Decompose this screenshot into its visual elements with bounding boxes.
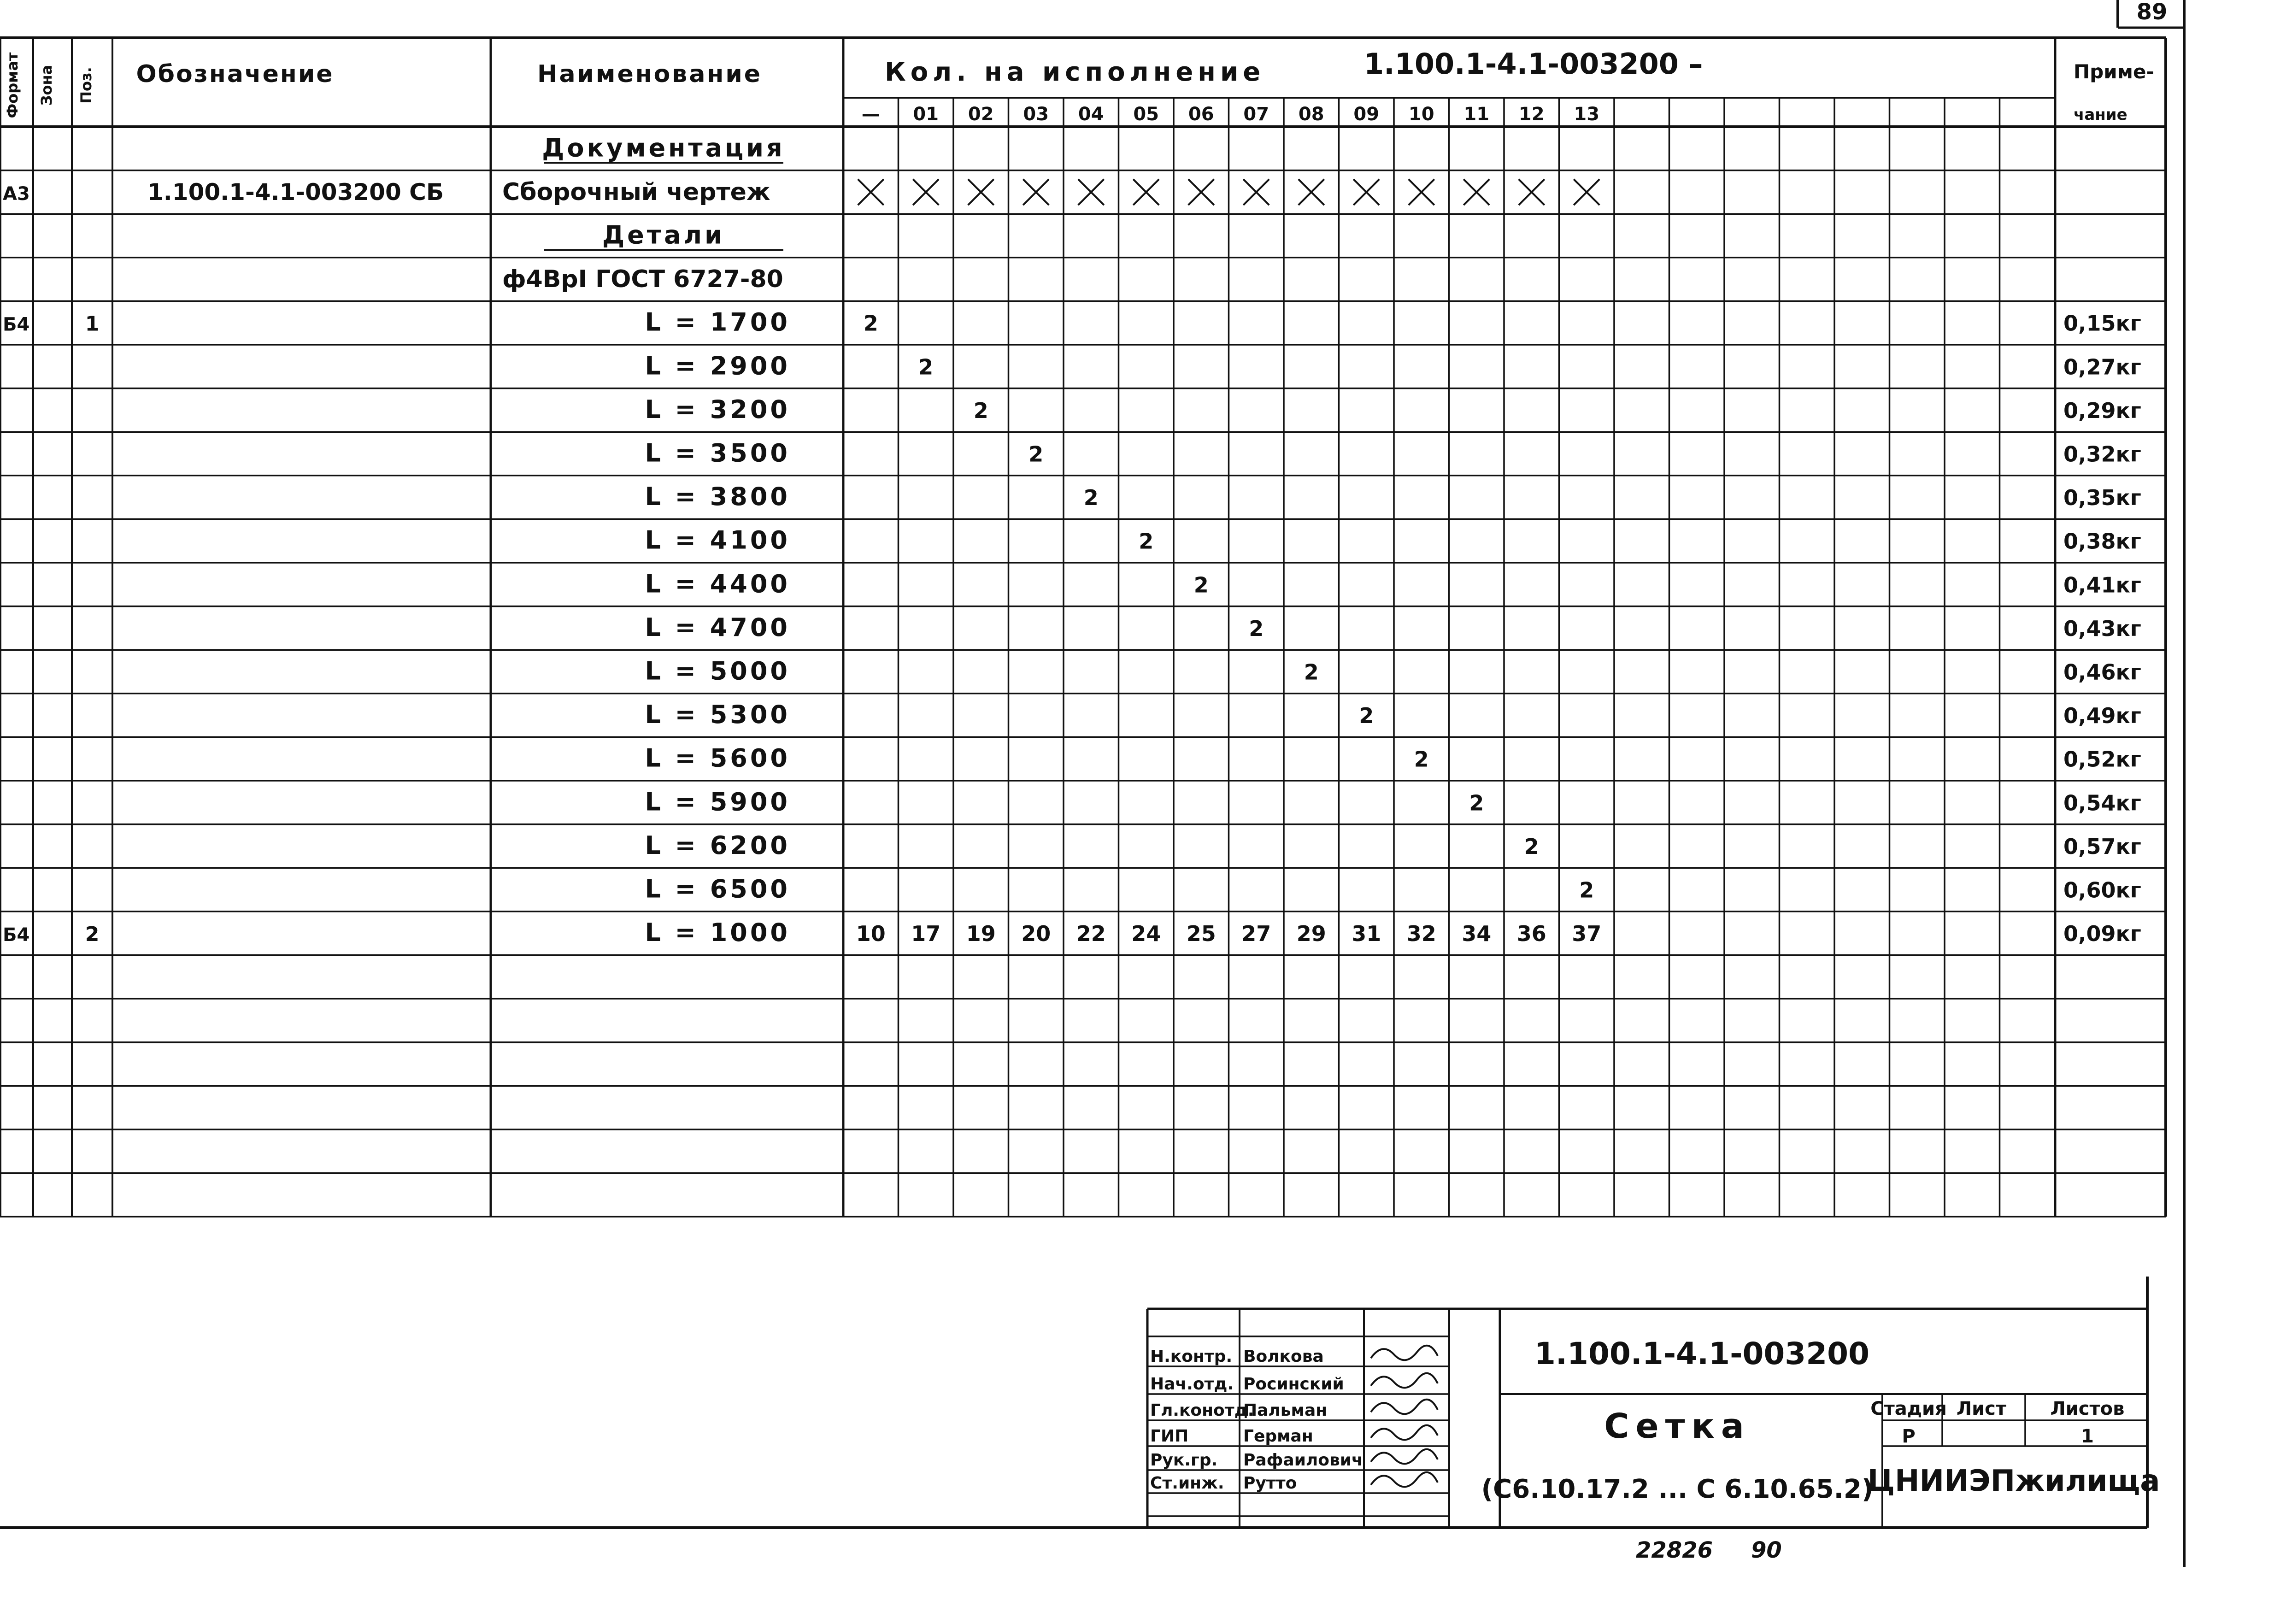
row-name: L = 5300 xyxy=(645,700,790,730)
row-note: 0,54кг xyxy=(2063,790,2141,816)
spec-row xyxy=(502,265,783,293)
cross-mark xyxy=(1519,179,1545,205)
row-name: L = 6500 xyxy=(645,874,790,904)
row-qty-0: 2 xyxy=(863,311,878,336)
footer-page: 90 xyxy=(1751,1537,1782,1563)
row-note: 0,32кг xyxy=(2063,441,2141,467)
spec-row xyxy=(3,308,2141,337)
row-qty-5: 24 xyxy=(1131,921,1161,947)
row-qty-11: 34 xyxy=(1462,921,1492,947)
row-name: ф4ВрI ГОСТ 6727-80 xyxy=(502,265,783,294)
row-format: Б4 xyxy=(3,924,30,946)
header-doc-code: 1.100.1-4.1-003200 – xyxy=(1364,47,1703,81)
variant-header-12: 12 xyxy=(1518,104,1545,125)
spec-row xyxy=(645,657,2141,686)
cross-mark xyxy=(858,179,884,205)
row-qty-7: 27 xyxy=(1241,921,1271,947)
variant-header-10: 10 xyxy=(1408,104,1434,125)
signature-name: Волкова xyxy=(1243,1347,1324,1366)
header-pos: Поз. xyxy=(77,67,95,104)
cross-mark xyxy=(968,179,994,205)
row-qty-4: 2 xyxy=(1083,485,1099,511)
signature-scribble xyxy=(1371,1373,1438,1388)
stage-label: Стадия xyxy=(1870,1398,1947,1419)
variant-header-13: 13 xyxy=(1574,104,1600,125)
cross-mark xyxy=(913,179,939,205)
row-qty-1: 17 xyxy=(911,921,941,947)
title-block-title: Сетка xyxy=(1604,1406,1751,1446)
row-name: L = 5900 xyxy=(645,787,790,817)
signature-scribble xyxy=(1371,1400,1438,1414)
signature-role: Н.контр. xyxy=(1150,1347,1233,1366)
row-qty-13: 2 xyxy=(1579,877,1594,903)
spec-row xyxy=(544,221,783,250)
page-number: 89 xyxy=(2136,0,2168,25)
row-name: L = 4700 xyxy=(645,612,790,642)
cross-mark xyxy=(1463,179,1489,205)
header-zone: Зона xyxy=(38,65,55,106)
row-qty-12: 36 xyxy=(1516,921,1546,947)
row-qty-10: 32 xyxy=(1406,921,1436,947)
variant-header-7: 07 xyxy=(1243,104,1269,125)
row-note: 0,27кг xyxy=(2063,354,2141,380)
stage-value: Р xyxy=(1902,1426,1916,1447)
row-qty-4: 22 xyxy=(1076,921,1106,947)
signature-name: Пальман xyxy=(1243,1401,1328,1420)
row-qty-2: 19 xyxy=(966,921,996,947)
signature-scribble xyxy=(1371,1449,1438,1464)
row-qty-1: 2 xyxy=(918,354,934,380)
row-position: 2 xyxy=(85,923,100,947)
row-name: L = 3200 xyxy=(645,394,790,424)
spec-row xyxy=(645,787,2141,816)
row-qty-10: 2 xyxy=(1414,747,1429,772)
signature-role: Гл.конотд. xyxy=(1150,1401,1254,1420)
spec-row xyxy=(645,439,2141,468)
signature-role: Нач.отд. xyxy=(1150,1375,1234,1394)
row-name: L = 1000 xyxy=(645,918,790,947)
variant-header-4: 04 xyxy=(1078,104,1104,125)
variant-header-9: 09 xyxy=(1353,104,1380,125)
sheet-label: Лист xyxy=(1956,1398,2007,1419)
row-qty-2: 2 xyxy=(973,398,988,423)
row-qty-6: 25 xyxy=(1186,921,1216,947)
footer-archive-number: 22826 xyxy=(1636,1537,1713,1563)
row-name: L = 5600 xyxy=(645,743,790,773)
title-block-subtitle: (С6.10.17.2 ... С 6.10.65.2) xyxy=(1481,1474,1874,1504)
spec-row xyxy=(645,482,2141,511)
signature-role: ГИП xyxy=(1150,1427,1189,1446)
row-name: L = 5000 xyxy=(645,656,790,686)
row-format: Б4 xyxy=(3,314,30,335)
spec-row xyxy=(645,831,2141,860)
spec-row xyxy=(645,351,2141,380)
variant-headers xyxy=(862,104,1599,125)
row-note: 0,41кг xyxy=(2063,572,2141,598)
spec-table-grid xyxy=(0,38,2166,1217)
sheets-value: 1 xyxy=(2081,1426,2094,1447)
row-name: L = 3500 xyxy=(645,438,790,468)
variant-header-0: — xyxy=(861,104,880,125)
variant-header-8: 08 xyxy=(1298,104,1324,125)
row-qty-6: 2 xyxy=(1193,572,1209,598)
row-name: L = 2900 xyxy=(645,351,790,381)
signature-name: Рутто xyxy=(1243,1474,1297,1493)
cross-mark xyxy=(1243,179,1269,205)
row-qty-8: 2 xyxy=(1304,659,1319,685)
spec-row xyxy=(645,395,2141,424)
cross-mark xyxy=(1133,179,1159,205)
row-note: 0,09кг xyxy=(2063,921,2141,947)
row-qty-9: 31 xyxy=(1352,921,1381,947)
row-note: 0,38кг xyxy=(2063,529,2141,554)
signature-name: Герман xyxy=(1243,1427,1313,1446)
variant-header-6: 06 xyxy=(1188,104,1214,125)
row-qty-7: 2 xyxy=(1249,616,1264,641)
signature-role: Рук.гр. xyxy=(1150,1451,1218,1470)
header-name: Наименование xyxy=(537,60,763,88)
row-qty-11: 2 xyxy=(1469,790,1484,816)
signature-name: Росинский xyxy=(1243,1375,1344,1394)
spec-row xyxy=(645,875,2141,904)
header-designation: Обозначение xyxy=(136,60,334,88)
variant-header-1: 01 xyxy=(913,104,939,125)
cross-mark xyxy=(1409,179,1434,205)
row-note: 0,15кг xyxy=(2063,311,2141,336)
cross-mark xyxy=(1299,179,1324,205)
signature-name: Рафаилович xyxy=(1243,1451,1363,1470)
variant-header-11: 11 xyxy=(1463,104,1490,125)
sheets-label: Листов xyxy=(2050,1398,2125,1419)
row-name: L = 6200 xyxy=(645,830,790,860)
header-note-1: Приме- xyxy=(2074,60,2154,83)
row-note: 0,52кг xyxy=(2063,747,2141,772)
row-note: 0,43кг xyxy=(2063,616,2141,641)
spec-row xyxy=(3,178,1599,206)
organization: ЦНИИЭПжилища xyxy=(1867,1464,2160,1498)
row-name: L = 4100 xyxy=(645,525,790,555)
header-qty-title: Кол. на исполнение xyxy=(885,57,1265,87)
row-note: 0,29кг xyxy=(2063,398,2141,423)
spec-row xyxy=(3,918,2141,947)
row-name: L = 3800 xyxy=(645,482,790,512)
signature-scribble xyxy=(1371,1425,1438,1440)
row-format: А3 xyxy=(3,183,30,205)
variant-header-2: 02 xyxy=(968,104,994,125)
header-format: Формат xyxy=(4,52,21,118)
row-note: 0,57кг xyxy=(2063,834,2141,859)
signature-scribble xyxy=(1371,1472,1438,1487)
variant-header-3: 03 xyxy=(1023,104,1049,125)
spec-row xyxy=(645,569,2141,598)
spec-row xyxy=(645,700,2141,729)
row-qty-12: 2 xyxy=(1524,834,1539,859)
row-note: 0,49кг xyxy=(2063,703,2141,729)
row-qty-3: 20 xyxy=(1021,921,1051,947)
spec-row xyxy=(542,133,785,163)
cross-mark xyxy=(1023,179,1049,205)
row-qty-13: 37 xyxy=(1572,921,1602,947)
header-note-2: чание xyxy=(2074,106,2127,124)
row-qty-5: 2 xyxy=(1139,529,1154,554)
row-qty-9: 2 xyxy=(1359,703,1374,729)
row-designation: 1.100.1-4.1-003200 СБ xyxy=(147,178,444,206)
cross-mark xyxy=(1078,179,1104,205)
cross-mark xyxy=(1574,179,1599,205)
row-name: Сборочный чертеж xyxy=(502,178,770,206)
signature-role: Ст.инж. xyxy=(1150,1474,1224,1493)
row-note: 0,60кг xyxy=(2063,877,2141,903)
signature-scribble xyxy=(1371,1346,1438,1360)
spec-row xyxy=(645,744,2141,773)
row-name: L = 1700 xyxy=(645,307,790,337)
spec-row xyxy=(645,613,2141,642)
row-section-heading: Документация xyxy=(542,133,785,163)
row-note: 0,35кг xyxy=(2063,485,2141,511)
variant-header-5: 05 xyxy=(1133,104,1159,125)
row-name: L = 4400 xyxy=(645,569,790,599)
cross-mark xyxy=(1353,179,1379,205)
row-position: 1 xyxy=(85,312,100,336)
row-qty-8: 29 xyxy=(1296,921,1326,947)
title-block-code: 1.100.1-4.1-003200 xyxy=(1534,1336,1869,1371)
cross-mark xyxy=(1188,179,1214,205)
title-block xyxy=(1150,1336,2160,1563)
row-qty-0: 10 xyxy=(856,921,886,947)
row-qty-3: 2 xyxy=(1028,441,1044,467)
row-note: 0,46кг xyxy=(2063,659,2141,685)
row-section-heading: Детали xyxy=(602,220,725,250)
spec-row xyxy=(645,526,2141,555)
